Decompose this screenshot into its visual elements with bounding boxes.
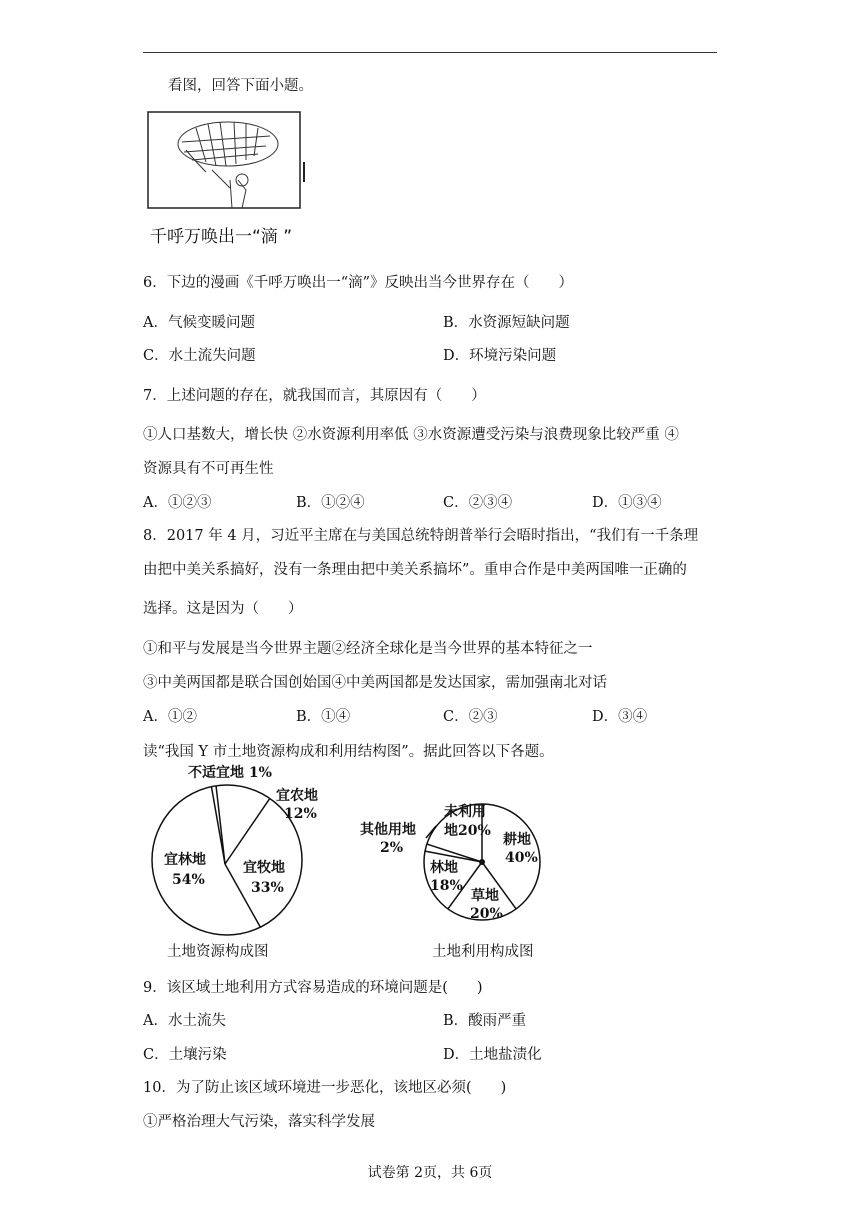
pie2-label-gengdi: 耕地 [503, 832, 531, 848]
q7-option-b: B．①②④ [296, 495, 365, 511]
pie2-value-caodi: 20% [470, 906, 503, 922]
q6-option-c: C．水土流失问题 [143, 348, 256, 364]
chart-intro: 读“我国 Y 市土地资源构成和利用结构图”。据此回答以下各题。 [143, 744, 554, 760]
pie2-value-qita: 2% [380, 840, 404, 856]
cartoon-caption: 千呼万唤出一“滴 ” [150, 227, 293, 247]
pie-land-resource [152, 764, 318, 960]
pie-charts-figure [140, 760, 580, 965]
pie2-label-qita: 其他用地 [360, 822, 416, 838]
pie1-value-yimu: 33% [251, 880, 284, 896]
q7-line-2: 资源具有不可再生性 [143, 461, 274, 477]
pie2-label-caodi: 草地 [471, 888, 499, 904]
pie2-label-weiliyong-2: 地20% [444, 823, 491, 839]
q6-option-b: B．水资源短缺问题 [443, 315, 570, 331]
question-8-line-3: 选择。这是因为（ ） [143, 601, 303, 617]
q8-item-2: ③中美两国都是联合国创始国④中美两国都是发达国家，需加强南北对话 [143, 675, 607, 691]
intro-text: 看图，回答下面小题。 [168, 78, 313, 94]
pie2-title: 土地利用构成图 [432, 944, 534, 960]
q8-option-d: D．③④ [592, 709, 648, 725]
pie1-title: 土地资源构成图 [167, 944, 269, 960]
question-10: 10．为了防止该区域环境进一步恶化，该地区必须( ) [143, 1080, 507, 1096]
question-7: 7．上述问题的存在，就我国而言，其原因有（ ） [143, 388, 486, 404]
pie2-center-dot [479, 859, 485, 865]
q10-item-1: ①严格治理大气污染，落实科学发展 [143, 1114, 375, 1130]
pie1-value-yinong: 12% [284, 806, 317, 822]
pie2-value-lindi: 18% [430, 878, 463, 894]
question-9: 9．该区域土地利用方式容易造成的环境问题是( ) [143, 980, 483, 996]
q7-line-1: ①人口基数大，增长快 ②水资源利用率低 ③水资源遭受污染与浪费现象比较严重 ④ [143, 427, 679, 443]
q8-item-1: ①和平与发展是当今世界主题②经济全球化是当今世界的基本特征之一 [143, 641, 593, 657]
q9-option-c: C．土壤污染 [143, 1047, 227, 1063]
question-8-line-1: 8．2017 年 4 月，习近平主席在与美国总统特朗普举行会晤时指出，“我们有一千条理 [143, 528, 699, 544]
pie1-label-yinong: 宜农地 [276, 788, 318, 804]
q8-option-c: C．②③ [443, 709, 498, 725]
q9-option-b: B．酸雨严重 [443, 1013, 527, 1029]
q9-option-d: D．土地盐渍化 [443, 1047, 542, 1063]
q7-option-c: C．②③④ [443, 495, 513, 511]
pie2-leader-tick [426, 826, 436, 838]
pie1-value-yilin: 54% [172, 872, 205, 888]
pie1-label-yimu: 宜牧地 [243, 860, 285, 876]
q9-option-a: A．水土流失 [143, 1013, 226, 1029]
q7-option-a: A．①②③ [143, 495, 212, 511]
q6-option-a: A．气候变暖问题 [143, 315, 255, 331]
pie1-slice-boundary-2 [225, 798, 270, 864]
q7-option-d: D．①③④ [592, 495, 662, 511]
cartoon-image [146, 110, 306, 210]
q6-option-d: D．环境污染问题 [443, 348, 557, 364]
page-footer: 试卷第 2页，共 6页 [367, 1165, 493, 1181]
pie-land-use [360, 803, 540, 960]
pie2-value-gengdi: 40% [505, 850, 538, 866]
question-8-line-2: 由把中美关系搞好，没有一条理由把中美关系搞坏”。重申合作是中美两国唯一正确的 [143, 562, 687, 578]
pie1-label-yilin: 宜林地 [164, 852, 206, 868]
pie2-label-weiliyong: 未利用 [444, 804, 486, 820]
q8-option-a: A．①② [143, 709, 197, 725]
header-rule [143, 52, 717, 53]
pie2-label-lindi: 林地 [430, 860, 458, 876]
pie1-label-buyi: 不适宜地 1% [188, 765, 272, 781]
question-6: 6．下边的漫画《千呼万唤出一“滴”》反映出当今世界存在（ ） [143, 275, 574, 291]
q8-option-b: B．①④ [296, 709, 351, 725]
